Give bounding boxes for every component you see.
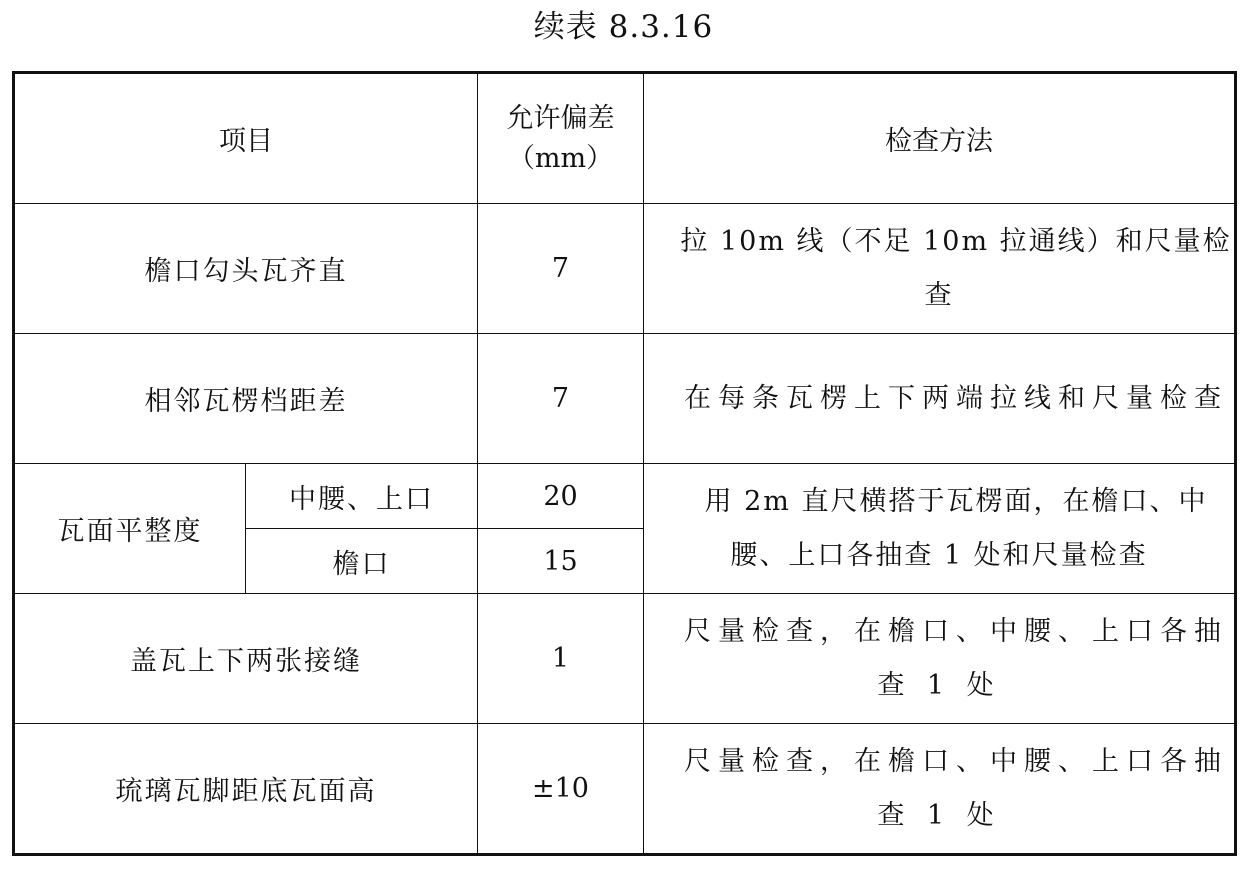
item-cell: 瓦面平整度 [14,464,246,594]
tolerance-cell: 1 [478,594,644,724]
header-tolerance [478,73,644,204]
table-caption: 续表 8.3.16 [533,9,714,45]
tolerance-cell: 7 [478,334,644,464]
header-tolerance-line1: 允许偏差 [506,102,615,134]
table-header-row [14,73,1236,204]
tolerance-cell: 20 [478,464,644,529]
tolerance-cell: ±10 [478,724,644,855]
header-tolerance-line2: （mm） [507,142,614,174]
sub-item-cell: 檐口 [246,529,478,594]
tolerance-cell: 7 [478,204,644,334]
sub-item-cell: 中腰、上口 [246,464,478,529]
method-cell: 用 2m 直尺横搭于瓦楞面，在檐口、中腰、上口各抽查 1 处和尺量检查 [644,464,1236,594]
table-row [14,594,1236,724]
header-item: 项目 [14,73,478,204]
table-row [14,724,1236,855]
method-cell: 在每条瓦楞上下两端拉线和尺量检查 [644,334,1236,464]
table-row [14,464,1236,529]
method-cell: 尺量检查，在檐口、中腰、上口各抽查 1 处 [644,724,1236,855]
item-cell: 檐口勾头瓦齐直 [14,204,478,334]
header-method: 检查方法 [644,73,1236,204]
table-row [14,334,1236,464]
item-cell: 相邻瓦楞档距差 [14,334,478,464]
inspection-table [12,71,1237,856]
item-cell: 盖瓦上下两张接缝 [14,594,478,724]
item-cell: 琉璃瓦脚距底瓦面高 [14,724,478,855]
tolerance-cell: 15 [478,529,644,594]
method-cell: 尺量检查，在檐口、中腰、上口各抽查 1 处 [644,594,1236,724]
table-row [14,204,1236,334]
method-cell: 拉 10m 线（不足 10m 拉通线）和尺量检查 [644,204,1236,334]
